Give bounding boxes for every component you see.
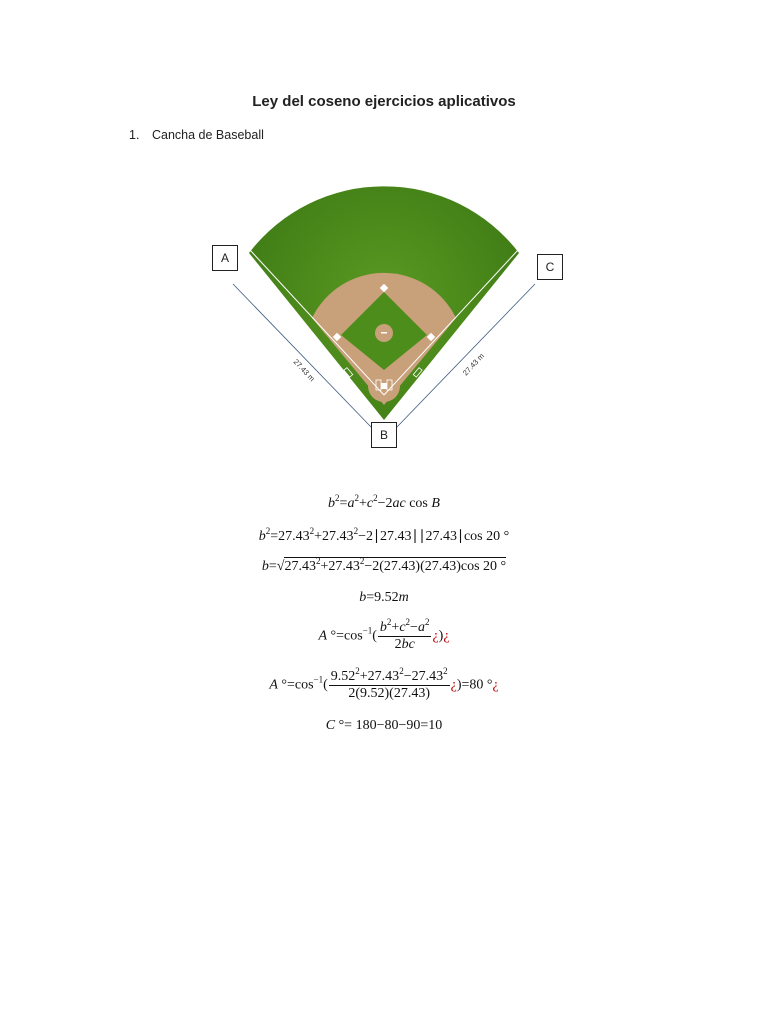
equation-angle-a-formula: A $^\circ=\cos^{-1}$( $\frac{b^2+c^2-a^2}{2bc}$ ¿)¿ — [318, 617, 450, 652]
vertex-c-box: C — [537, 254, 563, 280]
page-title: Ley del coseno ejercicios aplicativos — [252, 93, 516, 110]
home-plate — [381, 383, 387, 389]
equation-angle-c: C °= 180−80−90=10 — [325, 718, 443, 733]
pitcher-rubber — [381, 332, 387, 334]
equation-substitution: $b^2=27.43^2+27.43^2-2∣27.43∣∣27.43∣\cos$ 20 ° — [258, 526, 510, 544]
equation-result-b: b=9.52m — [359, 590, 409, 605]
baseball-field-diagram — [0, 0, 768, 460]
side-label-right: 27.43 m — [460, 351, 486, 378]
equation-angle-a-value: A $^\circ=\cos^{-1}$( $\frac{9.52^2+27.43^2-27.43^2}{2(9.52)(27.43)}$ ¿)=80 °¿ — [269, 666, 499, 701]
vertex-a-box: A — [212, 245, 238, 271]
list-item-label: Cancha de Baseball — [152, 128, 264, 142]
vertex-b-box: B — [371, 422, 397, 448]
equation-square-root: $b=√27.43^2+27.43^2-2(27.43)(27.43)\cos$ 20 ° — [261, 556, 507, 574]
list-number: 1. — [129, 128, 140, 142]
side-label-left: 27.43 m — [291, 357, 317, 384]
equation-law-of-cosines: $b^2=a^2+c^2-2ac$ cos B — [328, 493, 440, 511]
